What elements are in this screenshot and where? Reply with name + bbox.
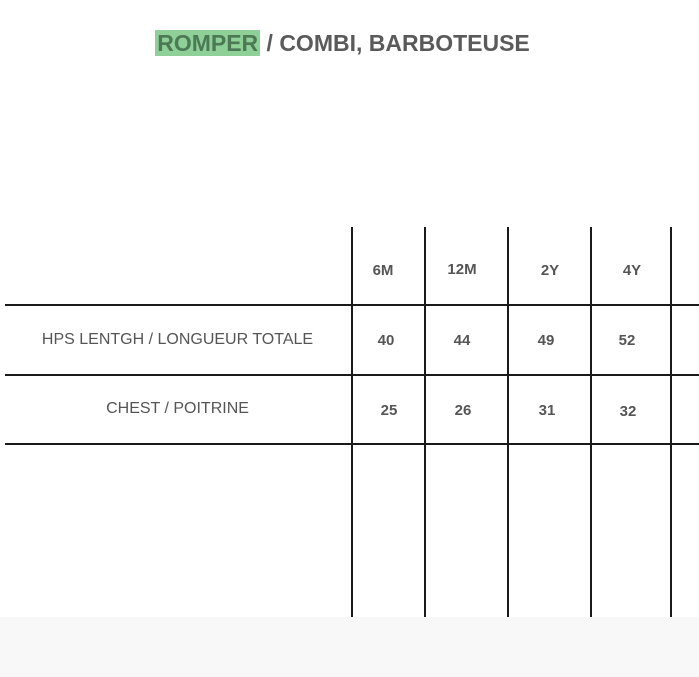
table-vline (424, 227, 426, 618)
row-label-hps-length: HPS LENTGH / LONGUEUR TOTALE (41, 331, 314, 348)
column-header: 6M (372, 262, 394, 279)
table-hline (5, 443, 699, 445)
table-vline (590, 227, 592, 618)
row-label-chest: CHEST / POITRINE (106, 400, 249, 417)
page-footer-band (0, 617, 699, 677)
column-header: 2Y (540, 262, 560, 279)
table-vline (507, 227, 509, 618)
table-cell: 49 (537, 332, 555, 349)
column-header: 4Y (622, 262, 642, 279)
table-cell: 31 (538, 402, 556, 419)
page-title (0, 30, 685, 57)
table-vline (670, 227, 672, 618)
table-hline (5, 304, 699, 306)
table-cell: 40 (377, 332, 395, 349)
table-cell: 52 (618, 332, 636, 349)
table-cell: 25 (380, 402, 398, 419)
column-header: 12M (447, 261, 477, 278)
table-cell: 26 (454, 402, 472, 419)
table-cell: 44 (453, 332, 471, 349)
title-rest: / COMBI, BARBOTEUSE (260, 30, 530, 56)
table-hline (5, 374, 699, 376)
table-vline (351, 227, 353, 618)
table-cell: 32 (619, 403, 637, 420)
title-highlight: ROMPER (157, 30, 259, 56)
